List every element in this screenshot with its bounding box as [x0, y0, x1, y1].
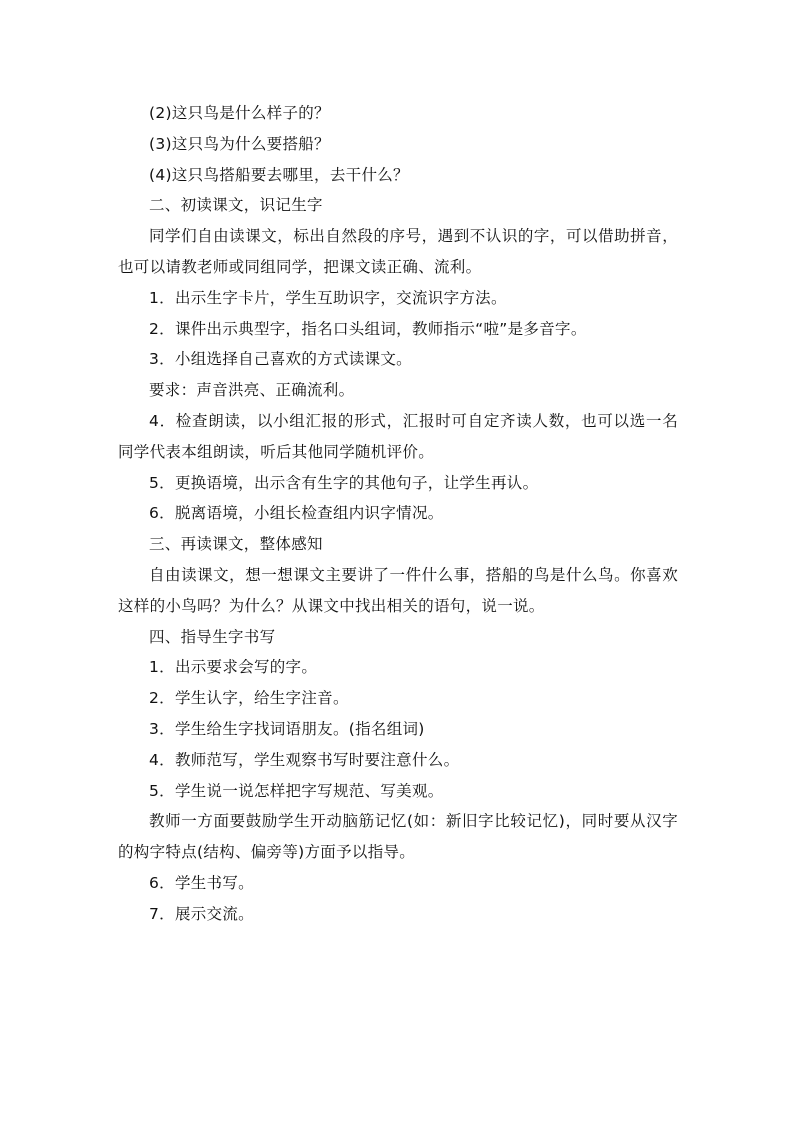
section-heading-2: 二、初读课文，识记生字: [149, 196, 323, 215]
step-item: 1．出示要求会写的字。: [149, 658, 318, 677]
section-heading-3: 三、再读课文，整体感知: [149, 535, 323, 554]
step-item: 5．更换语境，出示含有生字的其他句子，让学生再认。: [149, 473, 539, 492]
step-item: 4．检查朗读，以小组汇报的形式，汇报时可自定齐读人数，也可以选一名: [149, 411, 678, 430]
paragraph-line: 自由读课文，想一想课文主要讲了一件什么事，搭船的鸟是什么鸟。你喜欢: [149, 565, 678, 584]
step-item: 7．展示交流。: [149, 904, 254, 923]
question-4: (4)这只鸟搭船要去哪里，去干什么？: [149, 165, 409, 184]
step-item: 2．课件出示典型字，指名口头组词，教师指示“啦”是多音字。: [149, 319, 587, 338]
question-2: (2)这只鸟是什么样子的？: [149, 104, 330, 122]
paragraph-line: 同学代表本组朗读，听后其他同学随机评价。: [118, 442, 435, 461]
step-item: 3．学生给生字找词语朋友。(指名组词): [149, 719, 425, 738]
paragraph-line: 教师一方面要鼓励学生开动脑筋记忆(如：新旧字比较记忆)，同时要从汉字: [149, 812, 678, 831]
step-item: 4．教师范写，学生观察书写时要注意什么。: [149, 750, 460, 769]
lesson-plan-body: [118, 98, 678, 930]
step-item: 5．学生说一说怎样把字写规范、写美观。: [149, 781, 444, 800]
step-item: 3．小组选择自己喜欢的方式读课文。: [149, 350, 412, 369]
paragraph-line: 这样的小鸟吗？为什么？从课文中找出相关的语句，说一说。: [118, 596, 545, 615]
section-heading-4: 四、指导生字书写: [149, 627, 276, 646]
paragraph-line: 同学们自由读课文，标出自然段的序号，遇到不认识的字，可以借助拼音，: [149, 227, 678, 246]
question-3: (3)这只鸟为什么要搭船？: [149, 134, 330, 153]
step-item: 2．学生认字，给生字注音。: [149, 689, 349, 708]
paragraph-line: 的构字特点(结构、偏旁等)方面予以指导。: [118, 843, 416, 862]
step-item: 6．脱离语境，小组长检查组内识字情况。: [149, 504, 444, 523]
step-item: 6．学生书写。: [149, 873, 254, 892]
paragraph-line: 也可以请教老师或同组同学，把课文读正确、流利。: [118, 257, 482, 276]
step-item: 1．出示生字卡片，学生互助识字，交流识字方法。: [149, 288, 507, 307]
requirement-line: 要求：声音洪亮、正确流利。: [149, 381, 355, 400]
